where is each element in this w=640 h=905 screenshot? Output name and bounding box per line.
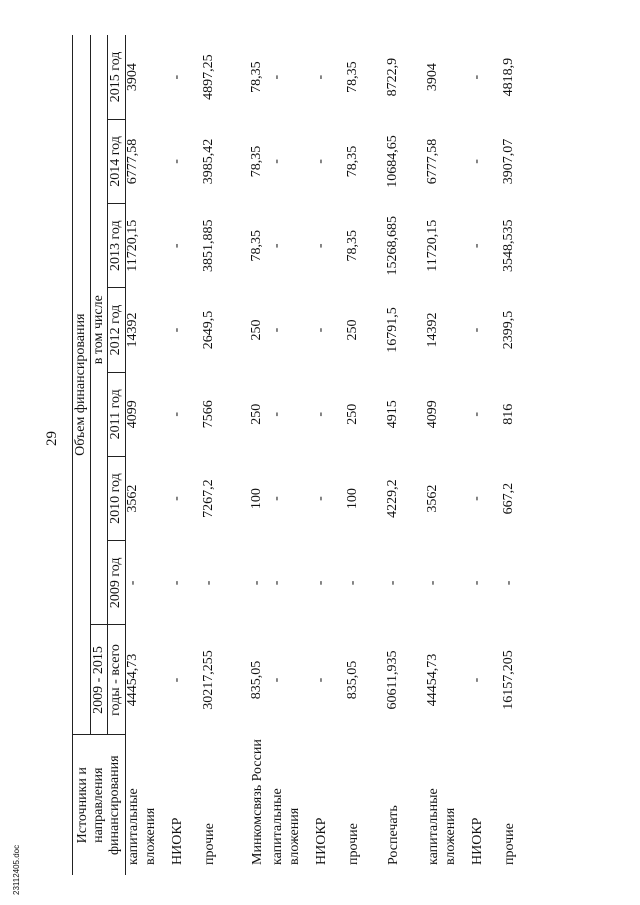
cell-total: 16157,205	[501, 650, 517, 710]
cell-2013: 3851,885	[201, 219, 217, 272]
cell-2010: -	[313, 496, 329, 501]
cell-total: 30217,255	[201, 650, 217, 710]
table-row	[126, 35, 171, 875]
cell-2013: -	[269, 243, 285, 249]
cell-2012: -	[313, 327, 329, 333]
cell-2011: -	[313, 411, 329, 417]
cell-2012: 250	[249, 319, 265, 341]
header-year-2011: 2011 год	[108, 372, 126, 456]
cell-2015: -	[269, 74, 285, 80]
cell-2009: -	[269, 580, 285, 586]
cell-2011: -	[169, 411, 185, 417]
cell-2009: -	[501, 580, 517, 586]
cell-2010: 3562	[125, 484, 141, 513]
cell-2012: 14392	[425, 312, 441, 348]
header-year-2012: 2012 год	[108, 288, 126, 372]
cell-2010: 7267,2	[201, 479, 217, 518]
cell-2015: 78,35	[345, 61, 361, 93]
cell-2013: -	[469, 243, 485, 249]
row-label: Роспечать	[386, 805, 402, 865]
row-label: Минкомсвязь России	[250, 739, 266, 865]
cell-2012: 2399,5	[501, 310, 517, 350]
cell-2010: 100	[249, 488, 265, 510]
cell-2010: 4229,2	[385, 479, 401, 518]
row-label: НИОКР	[470, 817, 486, 865]
table-row	[202, 35, 250, 875]
header-total-label: годы - всего	[108, 625, 126, 735]
page-number: 29	[44, 431, 60, 446]
table-row	[502, 35, 542, 875]
cell-2009: -	[201, 580, 217, 586]
cell-2014: 78,35	[249, 145, 265, 178]
header-financing-volume: Объем финансирования	[73, 35, 91, 735]
cell-2010: -	[269, 496, 285, 501]
header-source-line-2: направления	[90, 767, 106, 843]
row-label: капитальные вложения	[426, 788, 458, 865]
cell-2015: 78,35	[249, 61, 265, 93]
cell-total: -	[469, 677, 485, 683]
cell-total: -	[269, 677, 285, 683]
header-source-column	[73, 735, 126, 875]
cell-2010: -	[169, 496, 185, 501]
cell-2013: 3548,535	[501, 219, 517, 272]
cell-2010: 3562	[425, 484, 441, 513]
cell-total: 835,05	[249, 660, 265, 700]
cell-2012: -	[269, 327, 285, 333]
cell-2013: -	[313, 243, 329, 249]
cell-2011: -	[269, 411, 285, 417]
cell-2013: 15268,685	[385, 215, 401, 276]
row-label: капитальные вложения	[126, 788, 158, 865]
cell-2014: 6777,58	[125, 138, 141, 185]
header-year-2014: 2014 год	[108, 119, 126, 203]
cell-2013: 11720,15	[425, 219, 441, 272]
cell-2013: -	[169, 243, 185, 249]
cell-2015: -	[169, 74, 185, 80]
header-source-line-3: финансирования	[107, 755, 123, 856]
row-label: прочие	[502, 823, 518, 865]
table-row	[470, 35, 502, 875]
cell-total: 835,05	[345, 660, 361, 700]
cell-2010: 100	[345, 488, 361, 510]
cell-2015: -	[469, 74, 485, 80]
table-row	[270, 35, 314, 875]
cell-2012: -	[169, 327, 185, 333]
cell-2009: -	[469, 580, 485, 586]
cell-2015: 4818,9	[501, 57, 517, 97]
header-total-period: 2009 - 2015	[90, 625, 108, 735]
cell-2011: 816	[501, 403, 517, 425]
row-label: прочие	[202, 823, 218, 865]
cell-2014: 78,35	[345, 145, 361, 178]
cell-2012: 14392	[125, 312, 141, 348]
cell-total: -	[313, 677, 329, 683]
financing-table-container	[72, 35, 637, 875]
cell-2011: 4915	[385, 400, 401, 429]
table-row	[314, 35, 346, 875]
cell-2014: 6777,58	[425, 138, 441, 185]
header-source-line-1: Источники и	[74, 767, 90, 844]
cell-2011: 250	[249, 403, 265, 425]
cell-2012: -	[469, 327, 485, 333]
cell-total: -	[169, 677, 185, 683]
table-row	[170, 35, 202, 875]
table-row	[386, 35, 426, 875]
table-row	[426, 35, 470, 875]
header-year-2015: 2015 год	[108, 35, 126, 119]
cell-total: 60611,935	[385, 650, 401, 710]
cell-2009: -	[345, 580, 361, 586]
cell-2013: 11720,15	[125, 219, 141, 272]
footer-doc-code: 23112405.doc	[12, 844, 21, 895]
cell-2009: -	[125, 580, 141, 586]
cell-2014: -	[269, 159, 285, 164]
cell-2011: 250	[345, 403, 361, 425]
cell-2011: -	[469, 411, 485, 417]
cell-2010: -	[469, 496, 485, 501]
cell-2015: 3904	[425, 63, 441, 92]
header-including: в том числе	[90, 35, 108, 625]
table-row	[250, 35, 270, 875]
header-year-2013: 2013 год	[108, 204, 126, 288]
cell-2013: 78,35	[345, 229, 361, 262]
cell-2009: -	[425, 580, 441, 586]
cell-2009: -	[385, 580, 401, 586]
cell-2011: 4099	[425, 400, 441, 429]
table-row	[346, 35, 386, 875]
cell-2012: 16791,5	[385, 307, 401, 353]
header-year-2009: 2009 год	[108, 541, 126, 625]
cell-2009: -	[169, 580, 185, 586]
cell-2009: -	[313, 580, 329, 586]
cell-2014: -	[469, 159, 485, 164]
cell-2014: -	[169, 159, 185, 164]
cell-2014: 3985,42	[201, 138, 217, 185]
row-label: прочие	[346, 823, 362, 865]
cell-2009: -	[249, 580, 265, 586]
cell-2015: 8722,9	[385, 57, 401, 97]
row-label: НИОКР	[314, 817, 330, 865]
cell-2012: 2649,5	[201, 310, 217, 350]
row-label: капитальные вложения	[270, 788, 302, 865]
cell-2014: -	[313, 159, 329, 164]
cell-2014: 3907,07	[501, 138, 517, 185]
financing-table	[72, 35, 542, 875]
cell-2012: 250	[345, 319, 361, 341]
cell-total: 44454,73	[125, 653, 141, 707]
header-year-2010: 2010 год	[108, 456, 126, 540]
cell-2015: 4897,25	[201, 54, 217, 100]
cell-2011: 7566	[201, 400, 217, 429]
cell-2014: 10684,65	[385, 135, 401, 188]
cell-2010: 667,2	[501, 482, 517, 515]
cell-2013: 78,35	[249, 229, 265, 262]
cell-2015: 3904	[125, 63, 141, 92]
row-label: НИОКР	[170, 817, 186, 865]
cell-2011: 4099	[125, 400, 141, 429]
cell-2015: -	[313, 74, 329, 80]
cell-total: 44454,73	[425, 653, 441, 707]
